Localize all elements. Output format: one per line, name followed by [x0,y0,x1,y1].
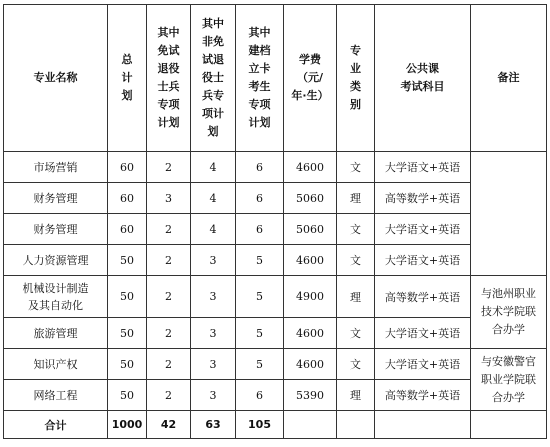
cell-poverty: 6 [236,380,284,411]
header-poverty [236,5,284,152]
cell-poverty: 6 [236,152,284,183]
table-row [4,245,547,276]
header-exam-line2: 考试科目 [400,80,445,93]
cell-major: 财务管理 [4,183,108,214]
cell-exam: 高等数学+英语 [375,276,471,318]
cell-poverty: 6 [236,183,284,214]
cell-tuition: 4600 [284,152,337,183]
cell-poverty: 5 [236,276,284,318]
cell-total: 60 [108,183,147,214]
cell-major-line2: 及其自动化 [28,298,83,312]
cell-category: 文 [337,349,375,380]
table-row [4,380,547,411]
cell-exempt: 2 [147,245,191,276]
cell-poverty: 5 [236,318,284,349]
cell-exam: 高等数学+英语 [375,183,471,214]
cell-exempt: 2 [147,214,191,245]
cell-major [4,276,108,318]
header-category-text: 专业类别 [350,44,361,111]
total-tuition-empty [284,411,337,439]
cell-exam: 高等数学+英语 [375,380,471,411]
cell-category: 理 [337,380,375,411]
cell-nonexempt: 4 [191,183,236,214]
table-row [4,152,547,183]
cell-nonexempt: 3 [191,380,236,411]
cell-total: 60 [108,152,147,183]
cell-tuition: 5390 [284,380,337,411]
cell-nonexempt: 4 [191,152,236,183]
cell-exam: 大学语文+英语 [375,349,471,380]
table-row [4,349,547,380]
note-chizhou-line3: 合办学 [492,323,525,336]
header-note: 备注 [471,5,547,152]
cell-major: 知识产权 [4,349,108,380]
cell-total: 50 [108,380,147,411]
header-tuition-line1: 学费 [299,53,321,66]
cell-exam: 大学语文+英语 [375,318,471,349]
cell-tuition: 5060 [284,214,337,245]
cell-total: 50 [108,349,147,380]
total-poverty: 105 [236,411,284,439]
header-tuition [284,5,337,152]
cell-total: 50 [108,245,147,276]
enrollment-plan-table [3,4,547,439]
note-chizhou-line2: 技术学院联 [481,305,536,318]
cell-tuition: 4600 [284,349,337,380]
cell-tuition: 5060 [284,183,337,214]
cell-exempt: 2 [147,276,191,318]
header-total [108,5,147,152]
header-exempt-veteran-text: 其中免试退役士兵专项计划 [157,26,180,129]
cell-poverty: 5 [236,245,284,276]
cell-category: 理 [337,276,375,318]
total-exam-empty [375,411,471,439]
cell-poverty: 5 [236,349,284,380]
cell-exempt: 2 [147,318,191,349]
cell-exempt: 2 [147,152,191,183]
cell-category: 文 [337,214,375,245]
header-exempt-veteran [147,5,191,152]
table-row [4,276,547,318]
note-chizhou-line1: 与池州职业 [481,287,536,300]
cell-total: 60 [108,214,147,245]
cell-major: 人力资源管理 [4,245,108,276]
total-exempt: 42 [147,411,191,439]
header-exam [375,5,471,152]
cell-major: 市场营销 [4,152,108,183]
cell-tuition: 4900 [284,276,337,318]
table-row [4,183,547,214]
total-label: 合计 [4,411,108,439]
cell-major-line1: 机械设计制造 [22,281,89,295]
header-nonexempt-veteran-text: 其中非免试退役士兵专项计划 [202,17,224,138]
header-poverty-text: 其中建档立卡考生专项计划 [248,26,271,129]
note-police-line2: 职业学院联 [481,372,536,386]
cell-major: 旅游管理 [4,318,108,349]
cell-nonexempt: 3 [191,318,236,349]
header-tuition-line3: 年·生） [291,89,329,102]
cell-category: 文 [337,152,375,183]
header-major: 专业名称 [4,5,108,152]
cell-exempt: 2 [147,380,191,411]
header-category [337,5,375,152]
cell-exam: 大学语文+英语 [375,245,471,276]
cell-category: 文 [337,245,375,276]
cell-exempt: 3 [147,183,191,214]
cell-note-police [471,349,547,411]
total-sum: 1000 [108,411,147,439]
cell-exam: 大学语文+英语 [375,152,471,183]
cell-major: 财务管理 [4,214,108,245]
total-row [4,411,547,439]
note-police-line1: 与安徽警官 [481,354,536,368]
cell-poverty: 6 [236,214,284,245]
cell-nonexempt: 3 [191,245,236,276]
note-police-line3: 合办学 [492,390,525,404]
cell-nonexempt: 3 [191,276,236,318]
cell-category: 文 [337,318,375,349]
cell-note-chizhou [471,276,547,349]
table-row [4,318,547,349]
header-tuition-line2: （元/ [296,71,324,84]
cell-note-empty [471,152,547,276]
cell-total: 50 [108,276,147,318]
total-nonexempt: 63 [191,411,236,439]
cell-tuition: 4600 [284,318,337,349]
cell-tuition: 4600 [284,245,337,276]
cell-category: 理 [337,183,375,214]
table-row [4,214,547,245]
cell-exempt: 2 [147,349,191,380]
total-category-empty [337,411,375,439]
cell-exam: 大学语文+英语 [375,214,471,245]
cell-nonexempt: 4 [191,214,236,245]
total-note-empty [471,411,547,439]
cell-major: 网络工程 [4,380,108,411]
header-exam-line1: 公共课 [406,62,439,75]
header-row [4,5,547,152]
header-nonexempt-veteran [191,5,236,152]
cell-total: 50 [108,318,147,349]
cell-nonexempt: 3 [191,349,236,380]
header-total-text: 总计划 [121,53,133,102]
